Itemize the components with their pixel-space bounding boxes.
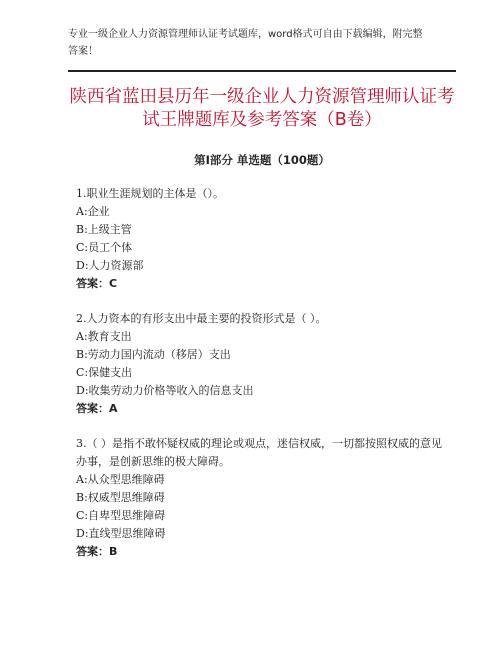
header-note: 专业一级企业人力资源管理师认证考试题库，word格式可自由下载编辑，附完整答案！ (68, 29, 423, 57)
question-1 (76, 185, 448, 293)
header-divider (68, 70, 456, 72)
option-c: C:保健支出 (76, 366, 133, 379)
option-b: B:上级主管 (76, 223, 132, 236)
option-a: A:从众型思维障碍 (76, 473, 165, 486)
answer-label: 答案：B (76, 545, 118, 558)
answer-label: 答案：A (76, 402, 118, 415)
question-list (76, 185, 448, 578)
document-title: 陕西省蓝田县历年一级企业人力资源管理师认证考试王牌题库及参考答案（B卷） (69, 87, 455, 130)
option-d: D:收集劳动力价格等收入的信息支出 (76, 384, 254, 397)
question-3 (76, 435, 448, 561)
option-c: C:自卑型思维障碍 (76, 509, 166, 522)
question-stem: 3.（ ）是指不敢怀疑权威的理论或观点，迷信权威，一切都按照权威的意见办事，是创新思维的极大障碍。 (76, 437, 442, 468)
option-d: D:直线型思维障碍 (76, 527, 166, 540)
question-stem: 2.人力资本的有形支出中最主要的投资形式是（ ）。 (76, 312, 327, 325)
section-heading: 第I部分 单选题（100题） (194, 153, 330, 167)
question-2 (76, 310, 448, 418)
option-d: D:人力资源部 (76, 259, 144, 272)
option-b: B:权威型思维障碍 (76, 491, 165, 504)
question-stem: 1.职业生涯规划的主体是（）。 (76, 187, 224, 200)
answer-label: 答案：C (76, 277, 118, 290)
option-b: B:劳动力国内流动（移居）支出 (76, 348, 231, 361)
option-c: C:员工个体 (76, 241, 133, 254)
option-a: A:教育支出 (76, 330, 132, 343)
option-a: A:企业 (76, 205, 110, 218)
